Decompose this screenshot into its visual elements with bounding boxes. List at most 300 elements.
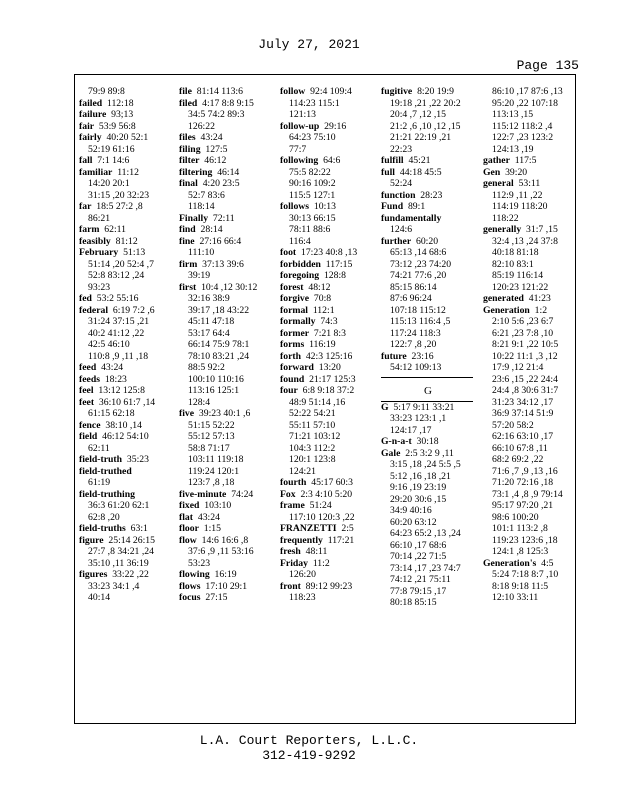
page-line-refs: 93:23 (88, 281, 111, 293)
index-entry (179, 408, 271, 420)
page-line-refs: 115:13 116:4 ,5 (390, 316, 451, 327)
index-column-5 (483, 86, 573, 716)
page-line-refs: 48:9 51:14 ,16 (289, 396, 346, 408)
index-entry (483, 305, 573, 317)
index-term: forth (280, 350, 301, 362)
index-entry (280, 385, 372, 397)
index-continuation-line (179, 466, 271, 478)
page-line-refs: 40:14 (88, 592, 111, 603)
index-continuation-line (280, 224, 372, 236)
page-number: Page 135 (516, 58, 579, 73)
index-term: G (381, 401, 389, 413)
page-line-refs: 78:11 88:6 (289, 224, 331, 235)
page-line-refs: 107:18 115:12 (390, 304, 446, 316)
page-line-refs: 86:21 (88, 212, 111, 224)
page-line-refs: 71:6 ,7 ,9 ,13 ,16 (492, 465, 558, 477)
page-line-refs: 39:19 (188, 270, 211, 281)
page-line-refs: 123:7 ,8 ,18 (188, 477, 235, 488)
index-term: full (381, 166, 395, 178)
index-term: generally (483, 224, 522, 235)
index-continuation-line (179, 431, 271, 443)
index-entry (179, 581, 271, 593)
index-entry (179, 569, 271, 581)
index-entry (179, 98, 271, 110)
index-term: fugitive (381, 86, 413, 97)
page-line-refs: 39:17 ,18 43:22 (188, 304, 250, 316)
index-term: forest (280, 281, 304, 293)
index-continuation-line (483, 535, 573, 547)
index-continuation-line (280, 98, 372, 110)
page-line-refs: 72:11 (212, 212, 235, 224)
page-line-refs: 117:15 (325, 258, 353, 270)
page-line-refs: 51:13 (123, 247, 146, 258)
index-continuation-line (483, 362, 573, 374)
page-line-refs: 64:23 75:10 (289, 132, 336, 143)
page-line-refs: 45:21 (408, 155, 431, 166)
index-continuation-line (280, 408, 372, 420)
index-term: field-truthing (79, 488, 135, 500)
index-term: filed (179, 97, 198, 109)
index-continuation-line (280, 190, 372, 202)
page-line-refs: 81:14 113:6 (196, 86, 243, 97)
index-continuation-line (381, 459, 475, 471)
index-entry (280, 500, 372, 512)
index-entry (381, 155, 475, 167)
index-entry (179, 155, 271, 167)
page-line-refs: 118:23 (289, 592, 316, 603)
index-continuation-line (79, 316, 171, 328)
page-line-refs: 29:20 30:6 ,15 (390, 493, 447, 505)
page-line-refs: 43:24 (197, 511, 220, 523)
page-line-refs: 73:12 ,23 74:20 (390, 258, 452, 270)
page-line-refs: 62:11 (104, 224, 127, 235)
index-term: fundamentally (381, 212, 442, 224)
page-line-refs: 122:7 ,8 ,20 (390, 339, 437, 350)
footer-company: L.A. Court Reporters, L.L.C. (199, 733, 419, 748)
index-continuation-line (483, 236, 573, 248)
index-continuation-line (79, 512, 171, 524)
index-continuation-line (79, 282, 171, 294)
index-entry (79, 132, 171, 144)
index-term: Finally (179, 212, 209, 224)
page-line-refs: 122:7 ,23 123:2 (492, 132, 554, 143)
index-entry (179, 178, 271, 190)
index-term: further (381, 235, 412, 247)
index-continuation-line (280, 592, 372, 604)
page-line-refs: 6:8 9:18 37:2 (302, 385, 355, 396)
page-line-refs: 2:5 3:2 9 ,11 (405, 447, 454, 459)
index-term: field (79, 431, 98, 442)
page-line-refs: 61:15 62:18 (88, 408, 135, 419)
page-line-refs: 30:18 (416, 436, 439, 447)
index-entry (483, 155, 573, 167)
page-line-refs: 48:11 (305, 546, 328, 557)
index-entry (280, 523, 372, 535)
index-continuation-line (483, 132, 573, 144)
page-line-refs: 66:10 ,17 68:6 (390, 539, 447, 551)
index-continuation-line (280, 167, 372, 179)
index-term: figure (79, 534, 104, 546)
index-term: front (280, 580, 301, 592)
page-line-refs: 55:12 57:13 (188, 431, 235, 442)
page-line-refs: 121:13 (289, 109, 316, 120)
index-term: fine (179, 235, 195, 247)
page-line-refs: 95:17 97:20 ,21 (492, 500, 554, 511)
index-entry (79, 109, 171, 121)
page-line-refs: 103:10 (204, 500, 232, 511)
index-term: flat (179, 511, 193, 523)
page-line-refs: 74:21 77:6 ,20 (390, 270, 447, 281)
index-term: G-n-a-t (381, 436, 412, 447)
index-continuation-line (79, 190, 171, 202)
index-entry (179, 489, 271, 501)
index-entry (280, 351, 372, 363)
index-continuation-line (79, 178, 171, 190)
page-line-refs: 118:22 (492, 212, 519, 224)
index-continuation-line (483, 523, 573, 535)
page-line-refs: 51:14 ,20 52:4 ,7 (88, 258, 154, 270)
index-continuation-line (381, 132, 475, 144)
page-line-refs: 95:20 ,22 107:18 (492, 97, 558, 109)
index-entry (280, 155, 372, 167)
index-entry (79, 305, 171, 317)
index-continuation-line (179, 247, 271, 259)
index-term: forgive (280, 293, 310, 304)
page-line-refs: 74:3 (320, 316, 338, 327)
page-line-refs: 2:10 5:6 ,23 6:7 (492, 316, 554, 327)
index-continuation-line (483, 408, 573, 420)
index-continuation-line (179, 293, 271, 305)
page-line-refs: 89:12 99:23 (305, 580, 353, 592)
page-line-refs: 43:24 (101, 362, 124, 373)
index-entry (79, 362, 171, 374)
index-continuation-line (381, 540, 475, 552)
index-continuation-line (79, 86, 171, 98)
page-line-refs: 77:8 79:15 ,17 (390, 585, 447, 597)
page-line-refs: 16:19 (214, 569, 237, 580)
page-line-refs: 13:20 (318, 362, 341, 373)
page-line-refs: 39:23 40:1 ,6 (198, 408, 251, 419)
index-term: feel (79, 385, 94, 396)
page-line-refs: 29:16 (324, 120, 347, 132)
index-entry (79, 385, 171, 397)
index-term: fair (79, 120, 95, 132)
page-line-refs: 60:20 (415, 235, 439, 247)
index-continuation-line (483, 259, 573, 271)
index-continuation-line (179, 397, 271, 409)
index-continuation-line (381, 109, 475, 121)
page-line-refs: 53:23 (188, 557, 211, 569)
index-term: follow (280, 86, 306, 97)
page-line-refs: 57:20 58:2 (492, 419, 534, 431)
page-line-refs: 118:14 (188, 201, 215, 212)
index-term: Generation's (483, 557, 537, 569)
index-continuation-line (381, 413, 475, 425)
page-line-refs: 112:1 (312, 304, 335, 316)
page-line-refs: 62:16 63:10 ,17 (492, 431, 554, 442)
page-line-refs: 87:6 96:24 (390, 293, 432, 304)
page-line-refs: 36:10 61:7 ,14 (98, 396, 156, 408)
page-line-refs: 52:19 61:16 (88, 143, 135, 155)
page-line-refs: 31:23 34:12 ,17 (492, 396, 554, 408)
index-entry (280, 316, 372, 328)
index-entry (79, 201, 171, 213)
page-line-refs: 128:8 (323, 270, 347, 281)
page-line-refs: 124:17 ,17 (390, 424, 432, 436)
index-entry (280, 362, 372, 374)
page-line-refs: 11:2 (312, 557, 330, 569)
page-line-refs: 124:6 (390, 224, 413, 235)
index-term: Friday (280, 557, 308, 569)
index-continuation-line (179, 328, 271, 340)
page-line-refs: 1:15 (203, 523, 221, 534)
page-line-refs: 115:12 118:2 ,4 (492, 120, 553, 132)
page-line-refs: 13:12 125:8 (98, 385, 145, 396)
page-line-refs: 28:23 (420, 189, 443, 201)
page-line-refs: 51:15 52:22 (188, 419, 235, 431)
index-term: fixed (179, 500, 200, 511)
index-term: Generation (483, 304, 530, 316)
index-continuation-line (483, 546, 573, 558)
page-line-refs: 52:24 (390, 178, 413, 189)
page-line-refs: 124:21 (289, 465, 316, 477)
index-term: failure (79, 109, 107, 120)
index-continuation-line (483, 397, 573, 409)
index-entry (79, 397, 171, 409)
page-line-refs: 39:20 (505, 166, 528, 178)
page-line-refs: 113:13 ,15 (492, 109, 534, 120)
page-line-refs: 35:10 ,11 36:19 (88, 557, 149, 569)
page-line-refs: 8:20 19:9 (417, 86, 454, 97)
index-continuation-line (381, 259, 475, 271)
page-line-refs: 28:14 (200, 224, 223, 235)
index-term: first (179, 281, 197, 293)
page-line-refs: 66:14 75:9 78:1 (188, 339, 250, 350)
page-line-refs: 52:7 83:6 (188, 189, 225, 201)
index-term: frequently (280, 534, 323, 546)
index-entry (280, 282, 372, 294)
index-entry (179, 236, 271, 248)
index-continuation-line (483, 282, 573, 294)
index-entry (179, 259, 271, 271)
page-line-refs: 41:23 (528, 293, 551, 304)
page-line-refs: 42:3 125:16 (305, 350, 353, 362)
index-entry (280, 259, 372, 271)
index-continuation-line (483, 581, 573, 593)
index-continuation-line (483, 121, 573, 133)
index-continuation-line (79, 339, 171, 351)
page-line-refs: 20:4 ,7 ,12 ,15 (390, 109, 446, 120)
page-line-refs: 90:16 109:2 (289, 178, 336, 189)
index-term: five (179, 408, 195, 419)
page-line-refs: 48:12 (308, 281, 331, 293)
page-line-refs: 116:19 (309, 339, 336, 350)
index-term: feeds (79, 373, 100, 385)
page-line-refs: 86:10 ,17 87:6 ,13 (492, 86, 563, 97)
index-continuation-line (381, 247, 475, 259)
index-continuation-line (381, 339, 475, 351)
index-continuation-line (280, 466, 372, 478)
index-continuation-line (280, 569, 372, 581)
index-term: generated (483, 293, 524, 304)
index-entry (179, 592, 271, 604)
index-continuation-line (483, 190, 573, 202)
index-entry (483, 293, 573, 305)
index-continuation-line (381, 574, 475, 586)
page-line-refs: 100:10 110:16 (188, 373, 244, 385)
page-line-refs: 40:20 52:1 (106, 132, 149, 143)
index-term: frame (280, 500, 305, 511)
index-continuation-line (280, 178, 372, 190)
page-line-refs: 31:7 ,15 (526, 224, 558, 235)
index-term: filing (179, 143, 201, 155)
page-line-refs: 36:3 61:20 62:1 (88, 500, 150, 511)
index-continuation-line (179, 362, 271, 374)
page-line-refs: 117:5 (514, 155, 537, 166)
page-line-refs: 27:16 66:4 (199, 235, 242, 247)
index-continuation-line (79, 558, 171, 570)
index-continuation-line (483, 201, 573, 213)
page-line-refs: 9:16 ,19 23:19 (390, 482, 447, 493)
index-entry (280, 247, 372, 259)
index-continuation-line (483, 247, 573, 259)
index-continuation-line (79, 144, 171, 156)
index-term: fence (79, 419, 101, 431)
index-entry (280, 477, 372, 489)
page-line-refs: 6:21 ,23 7:8 ,10 (492, 327, 554, 339)
page-line-refs: 45:17 60:3 (311, 477, 353, 488)
index-continuation-line (179, 477, 271, 489)
index-entry (381, 448, 475, 460)
index-continuation-line (483, 213, 573, 225)
index-entry (79, 420, 171, 432)
page-line-refs: 44:18 45:5 (399, 166, 442, 178)
index-continuation-line (179, 339, 271, 351)
index-continuation-line (79, 351, 171, 363)
page-line-refs: 93;13 (111, 109, 134, 120)
index-entry (179, 535, 271, 547)
index-entry (381, 86, 475, 98)
page-line-refs: 71:20 72:16 ,18 (492, 477, 554, 488)
page-line-refs: 23:6 ,15 ,22 24:4 (492, 373, 558, 385)
page-line-refs: 120:23 121:22 (492, 281, 549, 293)
index-continuation-line (381, 224, 475, 236)
page-line-refs: 88:5 92:2 (188, 362, 225, 373)
index-continuation-line (280, 431, 372, 443)
index-continuation-line (483, 144, 573, 156)
index-entry (381, 351, 475, 363)
index-continuation-line (381, 98, 475, 110)
index-term: feed (79, 362, 97, 373)
index-continuation-line (483, 328, 573, 340)
page-line-refs: 32:4 ,13 ,24 37:8 (492, 235, 558, 247)
page-line-refs: 36:9 37:14 51:9 (492, 408, 554, 419)
page-line-refs: 2:3 4:10 5:20 (300, 488, 353, 500)
page-line-refs: 6:19 7:2 ,6 (112, 304, 155, 316)
index-term: field-truth (79, 454, 123, 465)
page-line-refs: 8:21 9:1 ,22 10:5 (492, 339, 559, 350)
index-term: field-truthed (79, 465, 132, 477)
index-entry (79, 121, 171, 133)
index-entry (179, 86, 271, 98)
page-line-refs: 52:8 83:12 ,24 (88, 270, 145, 281)
page-line-refs: 61:19 (88, 477, 111, 488)
index-entry (280, 86, 372, 98)
index-entry (79, 523, 171, 535)
page-line-refs: 62:11 (88, 442, 110, 454)
index-term: former (280, 327, 310, 339)
index-entry (79, 236, 171, 248)
page-line-refs: 110:8 ,9 ,11 ,18 (88, 350, 149, 362)
page-line-refs: 77:7 (289, 143, 307, 155)
page-line-refs: 112:9 ,11 ,22 (492, 189, 543, 201)
index-continuation-line (79, 581, 171, 593)
index-column-2 (179, 86, 271, 716)
page-line-refs: 21:2 ,6 ,10 ,12 ,15 (390, 120, 461, 132)
index-continuation-line (381, 144, 475, 156)
index-continuation-line (179, 443, 271, 455)
page-line-refs: 27:15 (205, 592, 228, 603)
page-line-refs: 113:16 125:1 (188, 385, 240, 396)
index-entry (483, 224, 573, 236)
index-column-4 (381, 86, 475, 716)
index-term: far (79, 201, 92, 212)
index-continuation-line (280, 454, 372, 466)
index-term: function (381, 189, 416, 201)
index-continuation-line (483, 431, 573, 443)
page-line-refs: 2:5 (341, 523, 354, 534)
page-line-refs: 64:6 (323, 155, 341, 166)
page-line-refs: 101:1 113:2 ,8 (492, 523, 548, 534)
index-entry (79, 454, 171, 466)
page-line-refs: 45:11 47:18 (188, 316, 235, 327)
index-continuation-line (280, 397, 372, 409)
index-continuation-line (483, 374, 573, 386)
index-term: forms (280, 339, 305, 350)
index-term: four (280, 385, 298, 396)
index-entry (79, 293, 171, 305)
index-term: flows (179, 580, 201, 592)
index-continuation-line (381, 362, 475, 374)
index-entry (280, 581, 372, 593)
page-line-refs: 115:5 127:1 (289, 189, 336, 201)
page-line-refs: 74:24 (231, 488, 254, 500)
page-line-refs: 22:23 (390, 143, 413, 155)
index-term: forward (280, 362, 314, 373)
index-continuation-line (179, 270, 271, 282)
index-term: future (381, 350, 407, 362)
index-term: final (179, 178, 198, 189)
index-term: feet (79, 396, 95, 408)
index-column-1 (79, 86, 171, 716)
index-entry (79, 535, 171, 547)
index-continuation-line (280, 132, 372, 144)
index-term: five-minute (179, 488, 227, 500)
index-continuation-line (381, 597, 475, 609)
index-entry (381, 236, 475, 248)
index-term: found (280, 373, 305, 385)
index-continuation-line (179, 420, 271, 432)
index-continuation-line (179, 121, 271, 133)
transcript-date: July 27, 2021 (258, 37, 360, 52)
page-line-refs: 73:1 ,4 ,8 ,9 79:14 (492, 488, 563, 500)
page-line-refs: 14:20 20:1 (88, 178, 130, 189)
page-line-refs: 42:5 46:10 (88, 339, 130, 350)
page-line-refs: 70:8 (313, 293, 332, 304)
page-line-refs: 63:1 (130, 523, 148, 534)
index-term: familiar (79, 166, 113, 178)
index-entry (79, 155, 171, 167)
